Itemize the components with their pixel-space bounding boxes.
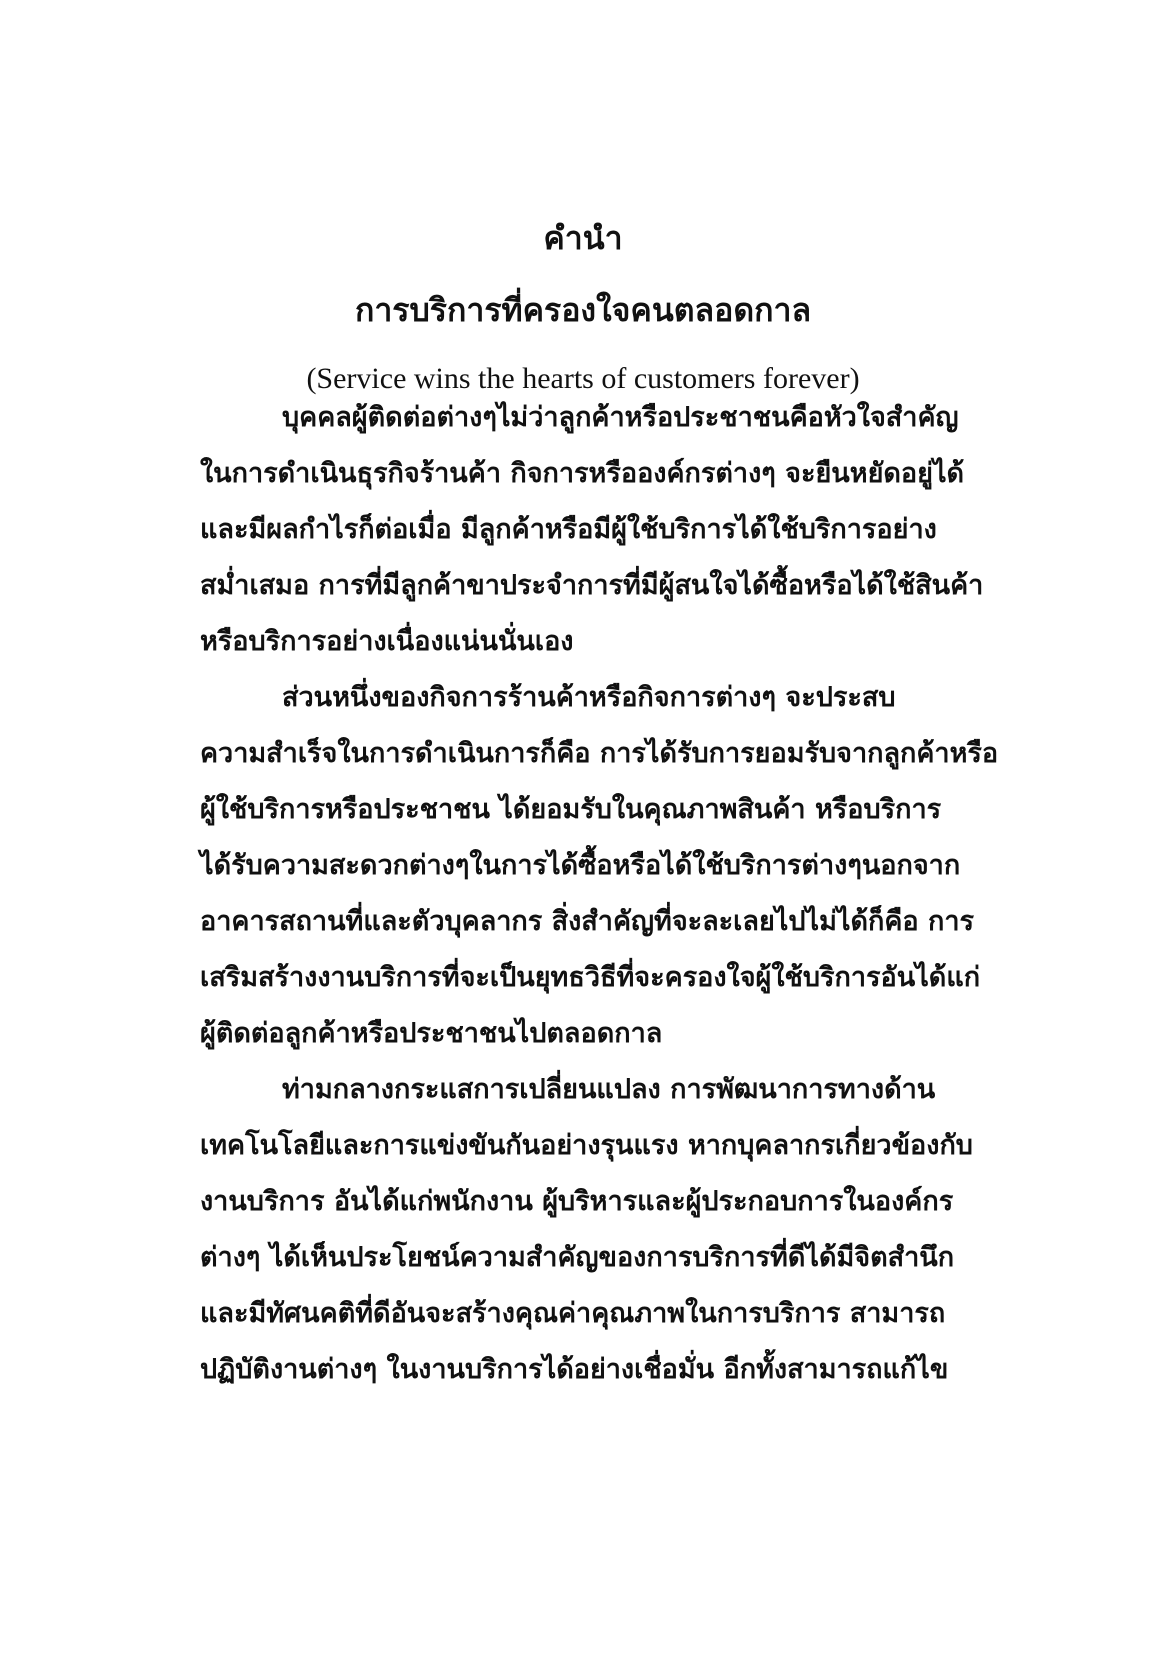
- paragraph-2-line: ผู้ใช้บริการหรือประชาชน ได้ยอมรับในคุณภาพสินค้า หรือบริการ: [200, 794, 942, 825]
- paragraph-3-line: และมีทัศนคติที่ดีอันจะสร้างคุณค่าคุณภาพในการบริการ สามารถ: [200, 1298, 946, 1329]
- page-title: คำนำ: [543, 219, 623, 257]
- paragraph-3-line: เทคโนโลยีและการแข่งขันกันอย่างรุนแรง หากบุคลากรเกี่ยวข้องกับ: [200, 1130, 973, 1161]
- paragraph-2-line: อาคารสถานที่และตัวบุคลากร สิ่งสำคัญที่จะละเลยไปไม่ได้ก็คือ การ: [200, 906, 975, 937]
- paragraph-3-line: ท่ามกลางกระแสการเปลี่ยนแปลง การพัฒนาการทางด้าน: [282, 1074, 936, 1105]
- paragraph-2-line: ส่วนหนึ่งของกิจการร้านค้าหรือกิจการต่างๆ จะประสบ: [282, 682, 896, 713]
- paragraph-3-line: งานบริการ อันได้แก่พนักงาน ผู้บริหารและผู้ประกอบการในองค์กร: [200, 1186, 954, 1217]
- paragraph-3-line: ปฏิบัติงานต่างๆ ในงานบริการได้อย่างเชื่อมั่น อีกทั้งสามารถแก้ไข: [200, 1354, 949, 1385]
- paragraph-1-line: และมีผลกำไรก็ต่อเมื่อ มีลูกค้าหรือมีผู้ใช้บริการได้ใช้บริการอย่าง: [200, 514, 937, 545]
- paragraph-2-line: ผู้ติดต่อลูกค้าหรือประชาชนไปตลอดกาล: [200, 1018, 663, 1049]
- paragraph-1-line: หรือบริการอย่างเนื่องแน่นนั่นเอง: [200, 626, 574, 657]
- page-subtitle-english: (Service wins the hearts of customers forever): [306, 362, 860, 395]
- paragraph-1-line: สม่ำเสมอ การที่มีลูกค้าขาประจำการที่มีผู้สนใจได้ซื้อหรือได้ใช้สินค้า: [200, 570, 984, 601]
- paragraph-2-line: ความสำเร็จในการดำเนินการก็คือ การได้รับการยอมรับจากลูกค้าหรือ: [200, 738, 999, 769]
- paragraph-2-line: ได้รับความสะดวกต่างๆในการได้ซื้อหรือได้ใช้บริการต่างๆนอกจาก: [200, 850, 961, 881]
- paragraph-3-line: ต่างๆ ได้เห็นประโยชน์ความสำคัญของการบริการที่ดีได้มีจิตสำนึก: [200, 1242, 955, 1273]
- paragraph-1-line: บุคคลผู้ติดต่อต่างๆไม่ว่าลูกค้าหรือประชาชนคือหัวใจสำคัญ: [282, 402, 959, 433]
- page-subtitle-thai: การบริการที่ครองใจคนตลอดกาล: [354, 291, 812, 329]
- paragraph-2-line: เสริมสร้างงานบริการที่จะเป็นยุทธวิธีที่จะครองใจผู้ใช้บริการอันได้แก่: [200, 962, 981, 993]
- paragraph-1-line: ในการดำเนินธุรกิจร้านค้า กิจการหรือองค์กรต่างๆ จะยืนหยัดอยู่ได้: [200, 458, 965, 489]
